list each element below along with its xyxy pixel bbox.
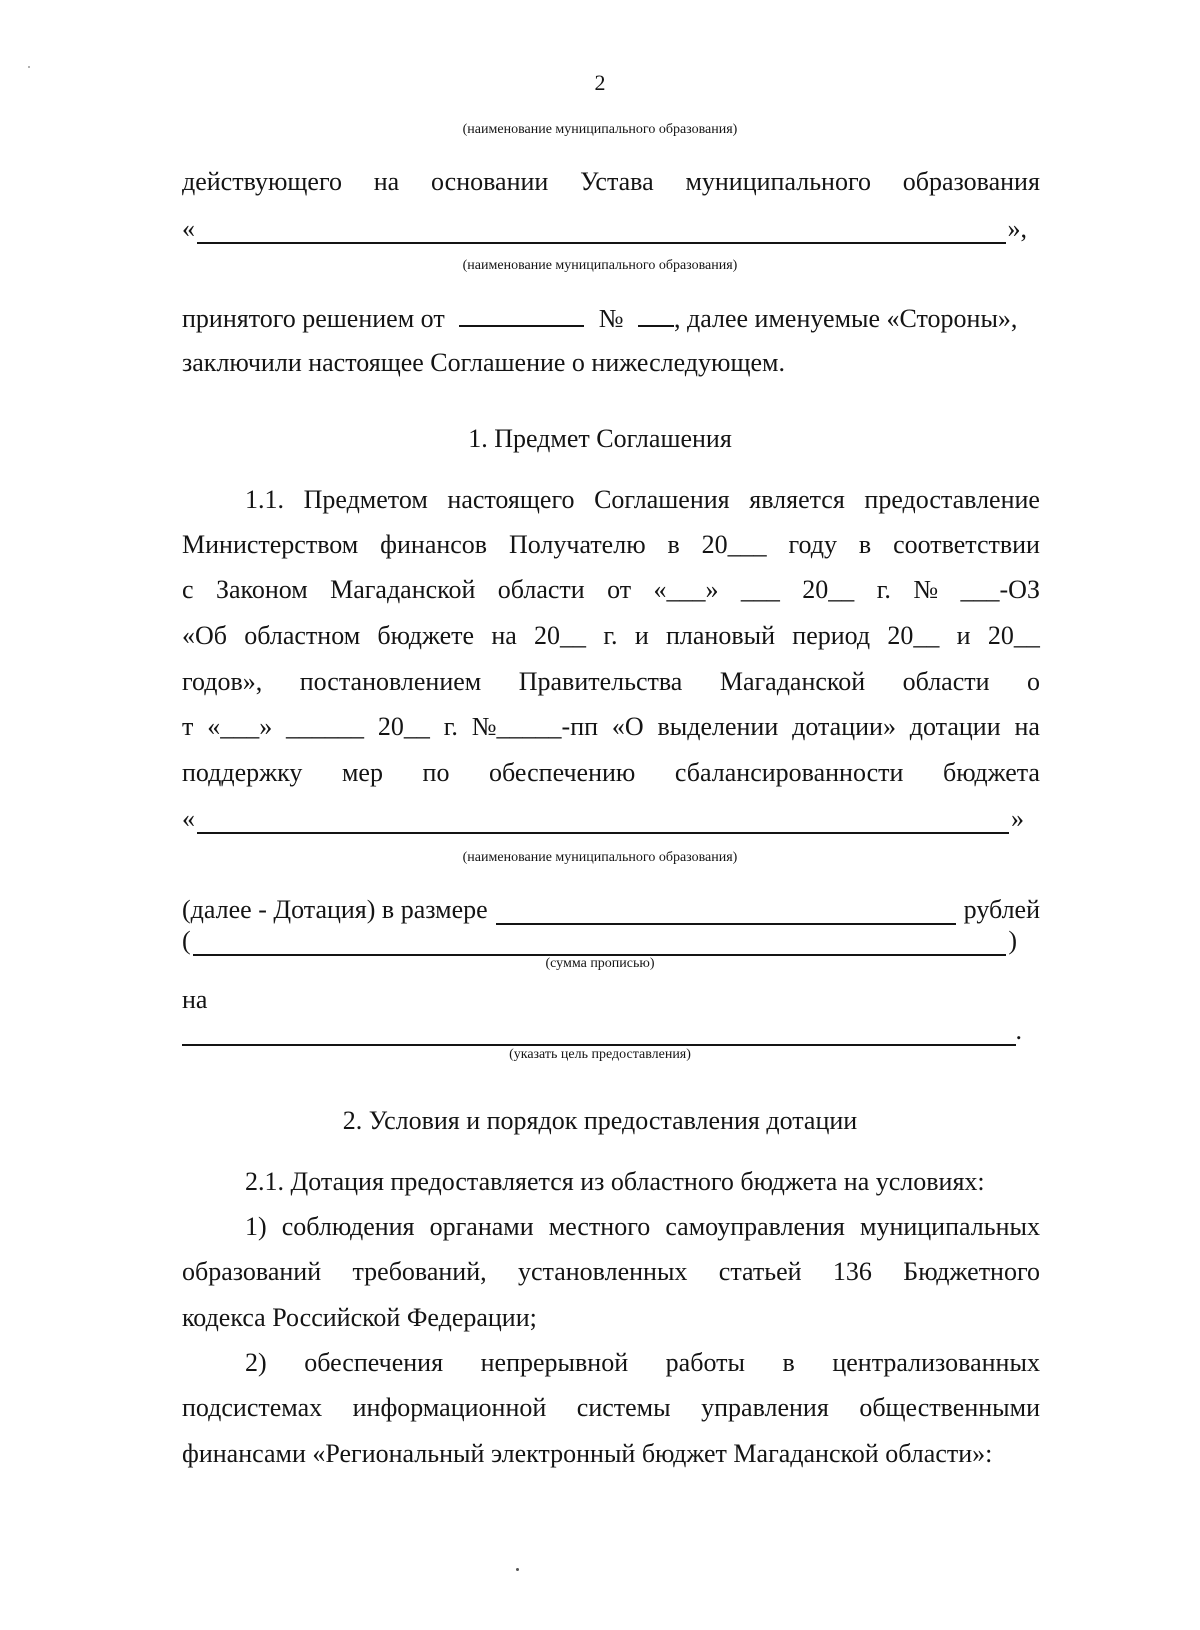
word: Магаданской	[330, 575, 476, 604]
word: и	[634, 621, 649, 650]
word: статьей	[718, 1257, 802, 1286]
scan-speck	[516, 1568, 519, 1571]
municipality-blank-2	[182, 804, 1024, 834]
item-1-line-3: кодекса Российской Федерации;	[182, 1303, 537, 1332]
word: в	[667, 530, 680, 559]
word: «___»	[653, 575, 719, 604]
word: обеспечения	[304, 1348, 444, 1377]
word: общественными	[859, 1393, 1040, 1422]
municipality-blank-1	[182, 214, 1027, 244]
word: плановый	[666, 621, 776, 650]
word: системы	[576, 1393, 671, 1422]
word: в	[858, 530, 872, 559]
blank-line	[182, 1020, 1016, 1046]
word: соблюдения	[281, 1212, 415, 1241]
caption-municipality-2: (наименование муниципального образования)	[462, 258, 738, 273]
word: ___-ОЗ	[960, 575, 1040, 604]
word: работы	[665, 1348, 745, 1377]
word: 20__	[802, 575, 855, 604]
word: непрерывной	[480, 1348, 629, 1377]
item-1-line-2	[182, 1257, 1040, 1287]
word: г.	[876, 575, 891, 604]
word: о	[1027, 667, 1040, 696]
word: 136	[832, 1257, 872, 1286]
item-1-line-1	[245, 1212, 1040, 1242]
word: установленных	[518, 1257, 688, 1286]
word: «Об	[182, 621, 228, 650]
word: 20___	[701, 530, 767, 559]
word: Предметом	[303, 485, 428, 514]
decision-date-blank	[459, 303, 584, 327]
word: является	[749, 485, 845, 514]
word: предоставление	[864, 485, 1040, 514]
word: 20__	[534, 621, 587, 650]
word: области	[497, 575, 585, 604]
word: образований	[182, 1257, 322, 1286]
decision-text: принятого решением от	[182, 304, 445, 333]
word: Законом	[215, 575, 308, 604]
word: основании	[431, 167, 549, 196]
word: 1)	[245, 1212, 267, 1241]
section-2-heading: 2. Условия и порядок предоставления дотации	[342, 1106, 858, 1135]
word: централизованных	[832, 1348, 1040, 1377]
item-2-line-3: финансами «Региональный электронный бюджет Магаданской области»:	[182, 1439, 993, 1468]
decision-number-blank	[638, 303, 674, 327]
preamble-line-1	[182, 167, 1040, 197]
word: постановлением	[299, 667, 482, 696]
quote-open: «	[182, 804, 195, 833]
rubles-text: рублей	[963, 895, 1040, 924]
word: области	[902, 667, 990, 696]
word: г.	[603, 621, 618, 650]
item-2-line-1	[245, 1348, 1040, 1378]
word: на	[491, 621, 517, 650]
word: Устава	[580, 167, 654, 196]
word: и	[956, 621, 971, 650]
section-2-paragraph-1: 2.1. Дотация предоставляется из областного бюджета на условиях:	[245, 1167, 985, 1196]
word: №	[913, 575, 939, 604]
word: Получателю	[508, 530, 646, 559]
word: областном	[244, 621, 361, 650]
word: Соглашения	[594, 485, 730, 514]
word: выделении	[657, 712, 779, 741]
section-1-line-4	[182, 621, 1040, 651]
quote-close: »,	[1007, 214, 1027, 243]
blank-line	[197, 218, 1006, 244]
word: г.	[443, 712, 458, 741]
word: подсистемах	[182, 1393, 323, 1422]
word: году	[788, 530, 838, 559]
sum-words-blank	[182, 926, 1017, 956]
word: обеспечению	[489, 758, 636, 787]
word: №_____-пп	[471, 712, 599, 741]
paren-close: )	[1008, 926, 1017, 955]
word: сбалансированности	[674, 758, 904, 787]
word: местного	[548, 1212, 651, 1241]
preamble-line-3	[182, 303, 1017, 334]
section-1-heading: 1. Предмет Соглашения	[468, 424, 732, 453]
word: Министерством	[182, 530, 359, 559]
blank-line	[193, 930, 1007, 956]
word: дотации	[909, 712, 1001, 741]
word: на	[373, 167, 400, 196]
amount-line	[182, 895, 1040, 925]
caption-sum-words: (сумма прописью)	[545, 956, 655, 971]
word: муниципальных	[859, 1212, 1040, 1241]
caption-purpose: (указать цель предоставления)	[509, 1047, 691, 1062]
word: «___»	[207, 712, 273, 741]
section-1-line-3	[182, 575, 1040, 605]
caption-municipality-3: (наименование муниципального образования)	[462, 850, 738, 865]
word: 20__	[987, 621, 1040, 650]
word: ___	[740, 575, 780, 604]
quote-open: «	[182, 214, 195, 243]
word: действующего	[182, 167, 342, 196]
page-number: 2	[594, 70, 606, 95]
word: управления	[701, 1393, 829, 1422]
word: финансов	[380, 530, 488, 559]
word: образования	[902, 167, 1040, 196]
amount-blank	[496, 899, 956, 925]
word: т	[182, 712, 194, 741]
word: ______	[286, 712, 365, 741]
word: 20__	[887, 621, 940, 650]
word: настоящего	[447, 485, 575, 514]
word: 2)	[245, 1348, 267, 1377]
word: поддержку	[182, 758, 303, 787]
caption-municipality-1: (наименование муниципального образования)	[462, 122, 738, 137]
section-1-line-7	[182, 758, 1040, 788]
word: период	[792, 621, 871, 650]
purpose-label: на	[182, 985, 208, 1014]
section-1-line-2	[182, 530, 1040, 560]
blank-line	[197, 808, 1009, 834]
word: дотации»	[792, 712, 896, 741]
word: мер	[341, 758, 383, 787]
word: требований,	[352, 1257, 487, 1286]
word: Бюджетного	[903, 1257, 1040, 1286]
scan-speck	[28, 66, 30, 68]
word: годов»,	[182, 667, 263, 696]
paren-open: (	[182, 926, 191, 955]
word: 1.1.	[245, 485, 284, 514]
purpose-end: .	[1015, 1016, 1022, 1045]
number-sign: №	[598, 304, 624, 333]
word: с	[182, 575, 194, 604]
word: на	[1014, 712, 1040, 741]
word: бюджете	[377, 621, 475, 650]
item-2-line-2	[182, 1393, 1040, 1423]
word: самоуправления	[665, 1212, 845, 1241]
purpose-blank	[182, 1016, 1022, 1046]
word: в	[782, 1348, 795, 1377]
preamble-line-4: заключили настоящее Соглашение о нижеследующем.	[182, 348, 785, 377]
amount-text: (далее - Дотация) в размере	[182, 895, 488, 924]
word: соответствии	[893, 530, 1040, 559]
word: органами	[429, 1212, 534, 1241]
word: 20__	[377, 712, 430, 741]
word: «О	[611, 712, 644, 741]
section-1-line-5	[182, 667, 1040, 697]
word: бюджета	[943, 758, 1040, 787]
quote-close: »	[1011, 804, 1024, 833]
word: Магаданской	[719, 667, 866, 696]
parties-text: , далее именуемые «Стороны»,	[674, 304, 1018, 333]
section-1-line-6	[182, 712, 1040, 742]
word: Правительства	[518, 667, 683, 696]
word: информационной	[352, 1393, 547, 1422]
word: по	[422, 758, 450, 787]
word: муниципального	[685, 167, 871, 196]
section-1-line-1	[245, 485, 1040, 515]
word: от	[607, 575, 632, 604]
